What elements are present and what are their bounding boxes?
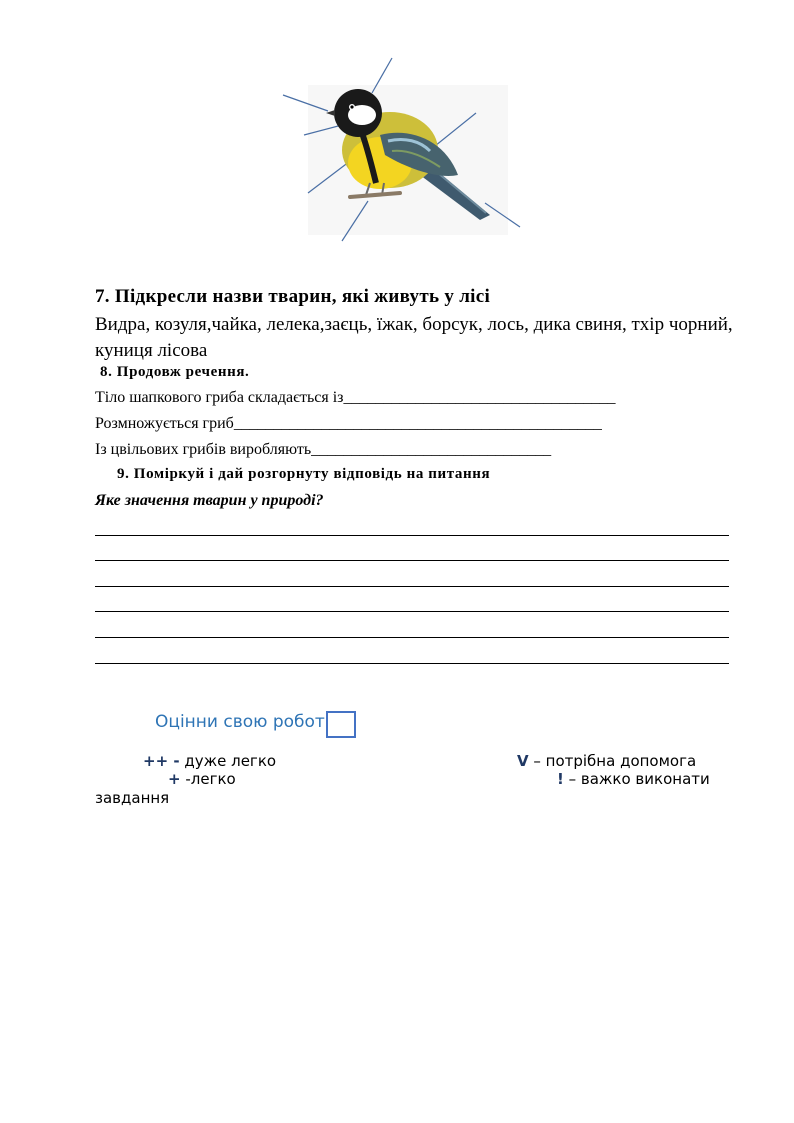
task8-title: 8. Продовж речення. [100, 364, 250, 380]
legend-hard [557, 770, 710, 788]
answer-line[interactable] [95, 560, 729, 561]
answer-line[interactable] [95, 663, 729, 664]
answer-line[interactable] [95, 586, 729, 587]
rating-title: Оцінни свою робот [155, 712, 325, 732]
sentence-mold-products[interactable]: Із цвільових грибів виробляють______________________________ [95, 441, 552, 458]
legend-hard-text: – важко виконати [563, 770, 710, 788]
legend-easy-text: -легко [180, 770, 236, 788]
legend-hard-continuation: завдання [95, 789, 170, 807]
task9-title: 9. Поміркуй і дай розгорнуту відповідь на питання [117, 466, 491, 482]
task7-title: 7. Підкресли назви тварин, які живуть у лісі [95, 286, 491, 307]
legend-help-symbol: V [517, 752, 529, 770]
legend-very-easy-symbol: ++ - [143, 752, 180, 770]
sentence-mushroom-reproduction[interactable]: Розмножується гриб______________________________________________ [95, 415, 602, 432]
answer-line[interactable] [95, 611, 729, 612]
bird-figure [280, 55, 525, 250]
task7-animal-list: Видра, козуля,чайка, лелека,заєць, їжак, борсук, лось, дика свиня, тхір чорний, куниця лісова [95, 314, 733, 361]
legend-help-text: – потрібна допомога [528, 752, 697, 770]
answer-line[interactable] [95, 535, 729, 536]
task9-question: Яке значення тварин у природі? [95, 492, 324, 509]
sentence-mushroom-body[interactable]: Тіло шапкового гриба складається із__________________________________ [95, 389, 616, 406]
legend-very-easy-text: дуже легко [179, 752, 277, 770]
legend-easy-symbol: + [168, 770, 181, 788]
legend-very-easy [143, 752, 276, 770]
rating-checkbox[interactable] [326, 711, 356, 738]
legend-needs-help [517, 752, 696, 770]
legend-easy [168, 770, 236, 788]
legend-hard-symbol: ! [557, 770, 564, 788]
bird-icon [280, 55, 525, 250]
answer-line[interactable] [95, 637, 729, 638]
